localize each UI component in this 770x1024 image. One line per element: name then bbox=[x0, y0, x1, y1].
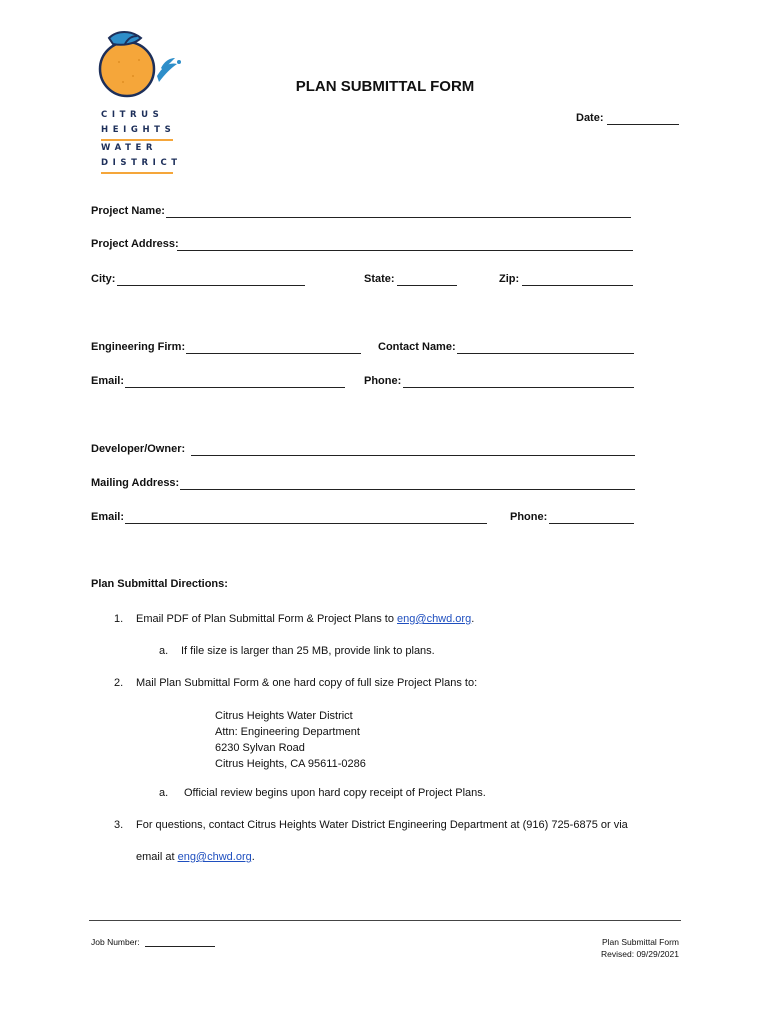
item2a-text: Official review begins upon hard copy receipt of Project Plans. bbox=[184, 787, 486, 799]
job-number-field[interactable] bbox=[145, 946, 215, 947]
email-link-2[interactable]: eng@chwd.org bbox=[177, 851, 252, 863]
email-label-2: Email: bbox=[91, 511, 125, 523]
phone-field-2[interactable] bbox=[549, 523, 634, 524]
logo-line-district: DISTRICT bbox=[101, 158, 182, 168]
footer-revised-date: Revised: 09/29/2021 bbox=[601, 949, 679, 959]
logo-line-heights: HEIGHTS bbox=[101, 125, 176, 135]
address-line: Attn: Engineering Department bbox=[215, 726, 360, 738]
directions-heading: Plan Submittal Directions: bbox=[91, 578, 228, 590]
logo-underline bbox=[101, 172, 173, 174]
logo-line-water: WATER bbox=[101, 143, 158, 153]
item2a-letter: a. bbox=[159, 787, 169, 799]
address-line: Citrus Heights Water District bbox=[215, 710, 353, 722]
job-number-label: Job Number: bbox=[91, 937, 140, 947]
city-label: City: bbox=[91, 273, 116, 285]
phone-field-1[interactable] bbox=[403, 387, 634, 388]
item1a-text: If file size is larger than 25 MB, provide link to plans. bbox=[181, 645, 435, 657]
item1-text: Email PDF of Plan Submittal Form & Project Plans to eng@chwd.org. bbox=[136, 613, 475, 625]
contact-name-field[interactable] bbox=[457, 353, 634, 354]
address-line: 6230 Sylvan Road bbox=[215, 742, 305, 754]
phone-label-1: Phone: bbox=[364, 375, 402, 387]
phone-label-2: Phone: bbox=[510, 511, 548, 523]
state-field[interactable] bbox=[397, 285, 457, 286]
email-field-1[interactable] bbox=[125, 387, 345, 388]
engineering-firm-label: Engineering Firm: bbox=[91, 341, 186, 353]
item3-number: 3. bbox=[114, 819, 124, 831]
form-title: PLAN SUBMITTAL FORM bbox=[295, 78, 475, 95]
email-field-2[interactable] bbox=[125, 523, 487, 524]
state-label: State: bbox=[364, 273, 395, 285]
date-field[interactable] bbox=[607, 124, 679, 125]
email-link-1[interactable]: eng@chwd.org bbox=[397, 613, 472, 625]
developer-owner-label: Developer/Owner: bbox=[91, 443, 186, 455]
city-field[interactable] bbox=[117, 285, 305, 286]
developer-owner-field[interactable] bbox=[191, 455, 635, 456]
item3-text: For questions, contact Citrus Heights Water District Engineering Department at (916) 725-6875 or via bbox=[136, 819, 628, 831]
logo bbox=[95, 24, 185, 169]
zip-field[interactable] bbox=[522, 285, 633, 286]
project-address-label: Project Address: bbox=[91, 238, 179, 250]
item2-text: Mail Plan Submittal Form & one hard copy of full size Project Plans to: bbox=[136, 677, 478, 689]
mailing-address-label: Mailing Address: bbox=[91, 477, 180, 489]
item1-number: 1. bbox=[114, 613, 124, 625]
project-name-field[interactable] bbox=[166, 217, 631, 218]
date-label: Date: bbox=[576, 112, 604, 124]
footer-form-name: Plan Submittal Form bbox=[602, 937, 679, 947]
item2-number: 2. bbox=[114, 677, 124, 689]
project-address-field[interactable] bbox=[177, 250, 633, 251]
mailing-address-block bbox=[215, 708, 366, 772]
engineering-firm-field[interactable] bbox=[186, 353, 361, 354]
project-name-label: Project Name: bbox=[91, 205, 165, 217]
footer-divider bbox=[89, 920, 681, 921]
logo-line-citrus: CITRUS bbox=[101, 110, 164, 120]
zip-label: Zip: bbox=[499, 273, 520, 285]
item3-text-continued: email at eng@chwd.org. bbox=[136, 851, 255, 863]
item1a-letter: a. bbox=[159, 645, 169, 657]
contact-name-label: Contact Name: bbox=[378, 341, 456, 353]
address-line: Citrus Heights, CA 95611-0286 bbox=[215, 758, 366, 770]
mailing-address-field[interactable] bbox=[180, 489, 635, 490]
email-label-1: Email: bbox=[91, 375, 125, 387]
